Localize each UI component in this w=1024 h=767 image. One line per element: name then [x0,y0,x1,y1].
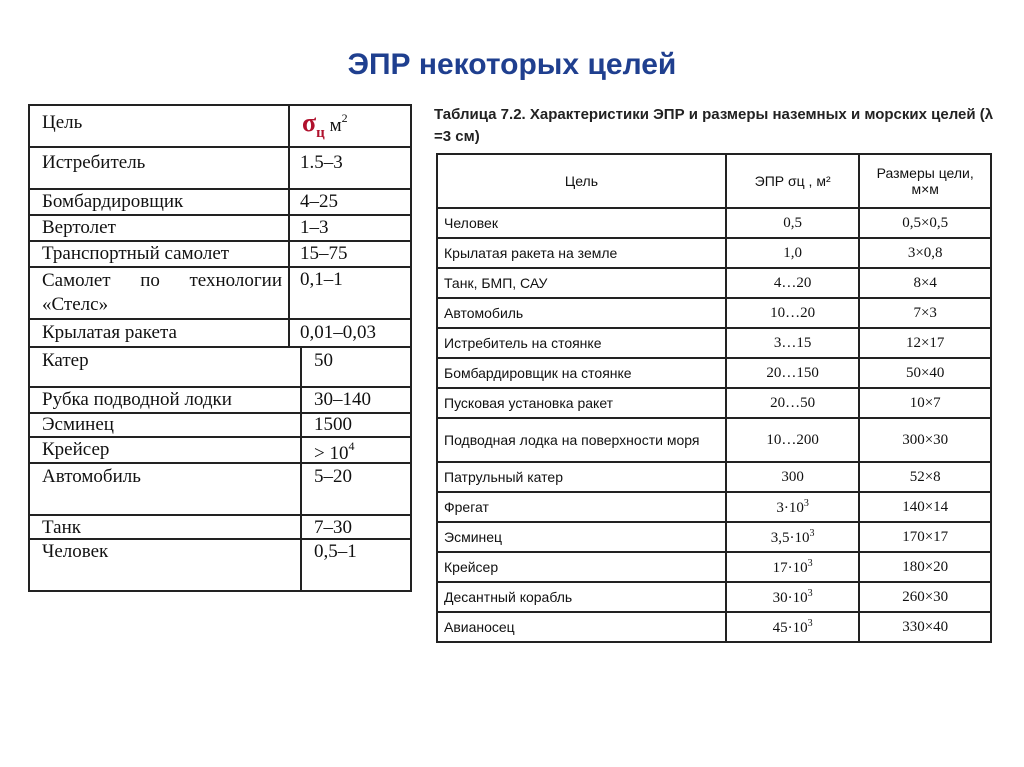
row-name: Танк, БМП, САУ [437,268,726,298]
row-name: Авианосец [437,612,726,642]
row-value: 15–75 [300,243,348,264]
row-name: Танк [42,517,81,538]
row-epr: $17\cdot 10^3$ [726,552,859,582]
row-name: Пусковая установка ракет [437,388,726,418]
row-value: 30–140 [314,389,371,410]
right-table-caption: Таблица 7.2. Характеристики ЭПР и размеры наземных и морских целей (λ =3 см) [434,106,994,145]
row-name: Патрульный катер [437,462,726,492]
row-epr: $30\cdot 10^3$ [726,582,859,612]
header-sigma: $\sigma_ц$ $м^2$ [302,108,348,141]
row-value: 0,5–1 [314,541,357,562]
table-row [28,386,412,414]
row-name: Катер [42,350,89,371]
row-name: Транспортный самолет [42,243,230,264]
row-value: 1–3 [300,217,329,238]
table-row [437,582,991,612]
row-size: 180×20 [859,552,991,582]
table-row [437,268,991,298]
row-name: Человек [42,541,109,562]
row-name: Эсминец [437,522,726,552]
table-row [28,188,412,216]
row-value: > $10^4$ [314,439,355,464]
row-size: 260×30 [859,582,991,612]
table-row [28,214,412,242]
row-name: Подводная лодка на поверхности моря [437,418,726,462]
header-target: Цель [437,154,726,208]
table-row [437,522,991,552]
row-name: Фрегат [437,492,726,522]
row-size: 8×4 [859,268,991,298]
table-row [437,298,991,328]
row-size: 50×40 [859,358,991,388]
table-row [437,328,991,358]
table-row [437,388,991,418]
row-name: Автомобиль [42,466,141,487]
right-table-header [437,154,991,208]
row-size: 330×40 [859,612,991,642]
row-size: 0,5×0,5 [859,208,991,238]
row-epr: 1,0 [726,238,859,268]
row-value: 0,1–1 [300,269,343,290]
row-value: 7–30 [314,517,352,538]
table-row [437,358,991,388]
row-epr: 4…20 [726,268,859,298]
table-row [437,238,991,268]
left-table [28,104,412,592]
row-value: 1.5–3 [300,152,343,173]
row-size: 10×7 [859,388,991,418]
row-name: Эсминец [42,414,114,435]
row-name: Вертолет [42,217,116,238]
table-row [28,240,412,268]
table-row [437,418,991,462]
table-row [437,552,991,582]
row-value: 4–25 [300,191,338,212]
table-border [28,590,412,592]
row-name: Рубка подводной лодки [42,389,232,410]
table-row [28,348,412,388]
row-value: 1500 [314,414,352,435]
row-epr: $45\cdot 10^3$ [726,612,859,642]
row-name: Самолет по технологии «Стелс» [42,270,282,315]
row-epr: 20…150 [726,358,859,388]
table-row [28,538,412,590]
row-name: Крылатая ракета [42,322,177,343]
row-size: 300×30 [859,418,991,462]
row-size: 12×17 [859,328,991,358]
table-row [28,146,412,190]
row-name: Человек [437,208,726,238]
right-table [436,153,992,643]
row-epr: 0,5 [726,208,859,238]
table-row [437,612,991,642]
row-name: Истребитель [42,152,146,173]
left-table-header [28,104,412,148]
row-name: Истребитель на стоянке [437,328,726,358]
row-name: Автомобиль [437,298,726,328]
table-row [28,318,412,346]
table-row [28,514,412,540]
row-size: 140×14 [859,492,991,522]
row-epr: 10…20 [726,298,859,328]
row-name: Крейсер [437,552,726,582]
row-epr: $3,5\cdot 10^3$ [726,522,859,552]
row-name: Бомбардировщик [42,191,184,212]
row-size: 3×0,8 [859,238,991,268]
row-epr: 20…50 [726,388,859,418]
row-value: 50 [314,350,333,371]
row-value: 5–20 [314,466,352,487]
row-size: 7×3 [859,298,991,328]
row-epr: 300 [726,462,859,492]
slide-title: ЭПР некоторых целей [347,48,677,81]
table-row [28,412,412,438]
row-name: Крейсер [42,439,110,460]
table-row [28,462,412,516]
table-row [28,436,412,464]
row-name: Бомбардировщик на стоянке [437,358,726,388]
header-epr: ЭПР σц , м² [726,154,859,208]
row-epr: 10…200 [726,418,859,462]
row-epr: 3…15 [726,328,859,358]
row-name: Десантный корабль [437,582,726,612]
table-row [437,208,991,238]
row-value: 0,01–0,03 [300,322,376,343]
row-size: 170×17 [859,522,991,552]
table-row [437,462,991,492]
header-size: Размеры цели, м×м [859,154,991,208]
row-name: Крылатая ракета на земле [437,238,726,268]
header-target: Цель [42,112,83,133]
table-row [28,266,412,320]
row-size: 52×8 [859,462,991,492]
row-epr: $3\cdot 10^3$ [726,492,859,522]
table-row [437,492,991,522]
